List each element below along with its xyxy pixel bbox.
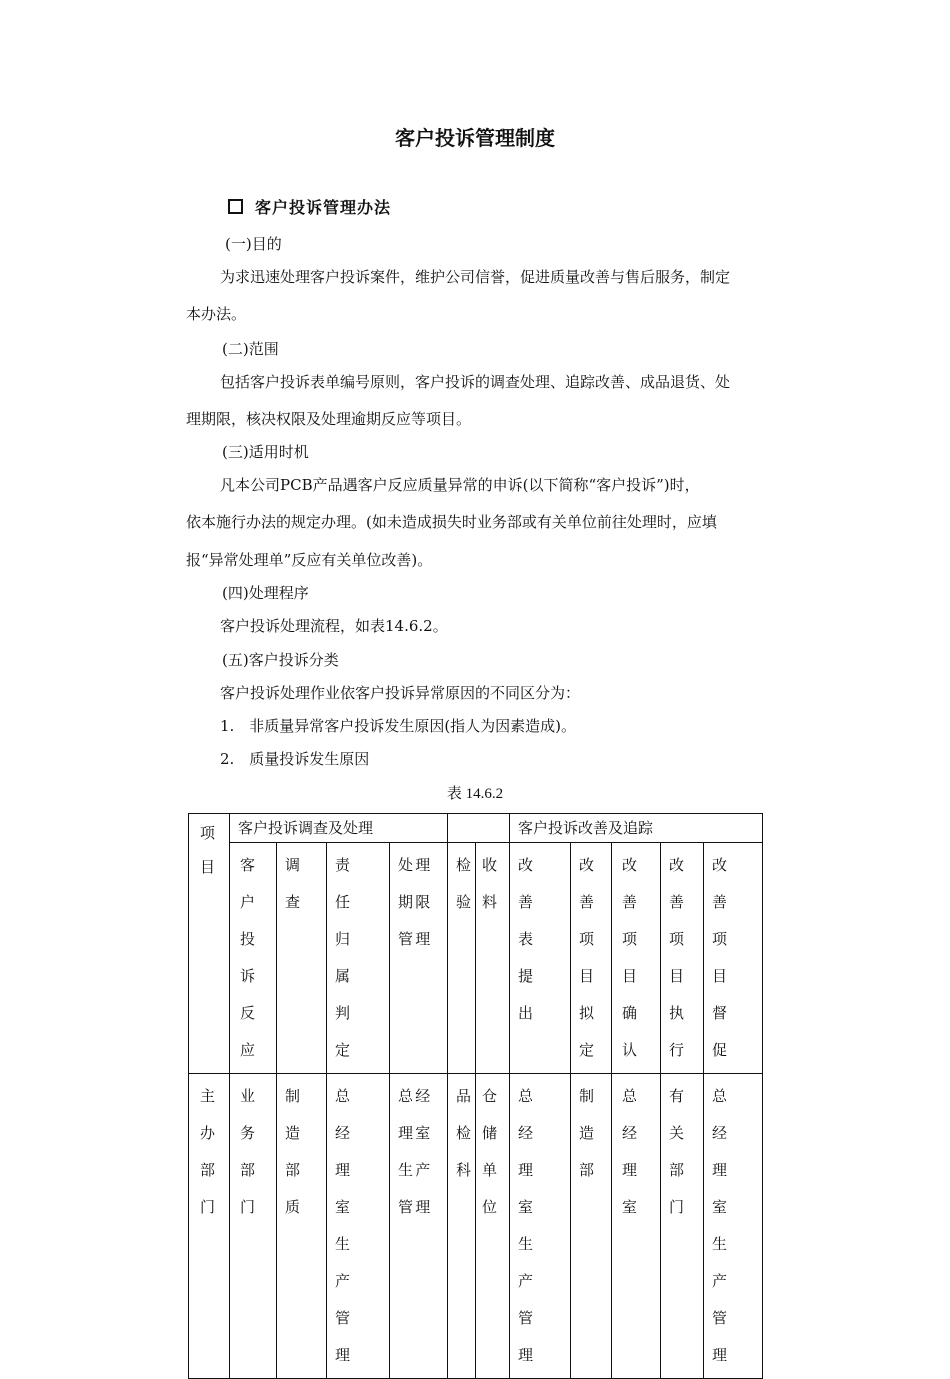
paragraph-timing-line1: 凡本公司PCB产品遇客户反应质量异常的申诉(以下简称“客户投诉”)时， <box>220 476 700 494</box>
table-columns-row <box>189 843 763 1074</box>
row-value-cell: 品检科 <box>448 1074 476 1379</box>
group-investigation-header <box>230 814 448 843</box>
row-value-cell: 总经理室生产管理 <box>704 1074 763 1379</box>
paragraph-classification: 客户投诉处理作业依客户投诉异常原因的不同区分为： <box>220 684 581 702</box>
header-item-text: 项目 <box>200 824 216 876</box>
column-header: 检验 <box>448 843 476 1074</box>
row-value-cell: 总经理室 <box>612 1074 661 1379</box>
section-heading-text: 客户投诉管理办法 <box>255 198 392 217</box>
group-improvement-header <box>510 814 763 843</box>
column-header: 改善表提出 <box>510 843 571 1074</box>
paragraph-timing-line3: 报“异常处理单”反应有关单位改善)。 <box>186 551 433 569</box>
heading-procedure: (四)处理程序 <box>222 584 309 602</box>
row-value-cell: 总经理室生产管理 <box>510 1074 571 1379</box>
group-investigation-text: 客户投诉调查及处理 <box>238 819 374 837</box>
process-table <box>188 813 763 1379</box>
heading-timing: (三)适用时机 <box>222 443 309 461</box>
row-value-cell: 有关部门 <box>661 1074 704 1379</box>
document-title: 客户投诉管理制度 <box>395 126 555 150</box>
table-header-row <box>189 814 763 843</box>
header-item-cell <box>189 814 230 1074</box>
column-header: 收料 <box>476 843 510 1074</box>
column-header: 调查 <box>277 843 327 1074</box>
column-header: 客户投诉反应 <box>230 843 277 1074</box>
row-value-cell: 仓储单位 <box>476 1074 510 1379</box>
paragraph-timing-line2: 依本施行办法的规定办理。(如未造成损失时业务部或有关单位前往处理时，应填 <box>186 513 717 531</box>
column-header: 改善项目执行 <box>661 843 704 1074</box>
paragraph-purpose-line1: 为求迅速处理客户投诉案件，维护公司信誉，促进质量改善与售后服务，制定 <box>220 268 731 286</box>
row-value-cell: 业务部门 <box>230 1074 277 1379</box>
paragraph-purpose-line2: 本办法。 <box>186 305 247 323</box>
row-label-cell: 主办部门 <box>189 1074 230 1379</box>
row-value-cell: 总经理室生产管理 <box>327 1074 390 1379</box>
checkbox-square-icon <box>228 199 243 214</box>
column-header: 改善项目确认 <box>612 843 661 1074</box>
paragraph-scope-line2: 理期限，核决权限及处理逾期反应等项目。 <box>186 410 472 428</box>
group-blank-header <box>448 814 510 843</box>
column-header: 改善项目拟定 <box>571 843 612 1074</box>
row-value-cell: 制造部 <box>571 1074 612 1379</box>
list-item-2: 2. 质量投诉发生原因 <box>220 750 370 768</box>
heading-scope: (二)范围 <box>222 340 279 358</box>
heading-classification: (五)客户投诉分类 <box>222 651 339 669</box>
table-body-row <box>189 1074 763 1379</box>
column-header: 处理期限管理 <box>390 843 448 1074</box>
paragraph-procedure: 客户投诉处理流程，如表14.6.2。 <box>220 617 448 635</box>
section-heading <box>228 195 391 218</box>
table-caption: 表 14.6.2 <box>446 786 504 802</box>
column-header: 改善项目督促 <box>704 843 763 1074</box>
list-item-1: 1. 非质量异常客户投诉发生原因(指人为因素造成)。 <box>220 717 577 735</box>
paragraph-scope-line1: 包括客户投诉表单编号原则，客户投诉的调查处理、追踪改善、成品退货、处 <box>220 373 731 391</box>
group-improvement-text: 客户投诉改善及追踪 <box>518 819 654 837</box>
row-value-cell: 制造部质 <box>277 1074 327 1379</box>
column-header: 责任归属判定 <box>327 843 390 1074</box>
row-value-cell: 总经理室生产管理 <box>390 1074 448 1379</box>
heading-purpose: (一)目的 <box>225 235 282 253</box>
